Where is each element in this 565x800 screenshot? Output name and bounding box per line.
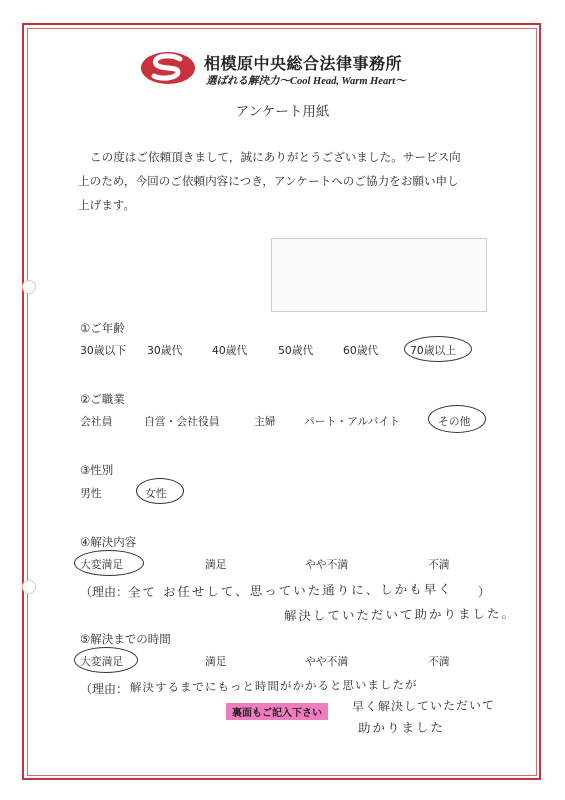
question-age-label: ①ご年齢	[80, 321, 125, 335]
firm-logo-icon	[140, 50, 196, 90]
question-duration-label: ⑤解決までの時間	[80, 632, 171, 646]
duration-option[interactable]: やや不満	[305, 655, 349, 668]
handwritten-reason: 早く解決していただいて	[351, 698, 496, 714]
punch-hole	[22, 580, 36, 594]
age-option[interactable]: 40歳代	[212, 344, 248, 357]
resolution-option[interactable]: 不満	[428, 558, 450, 571]
selection-circle	[74, 550, 144, 576]
punch-hole	[22, 280, 36, 294]
intro-paragraph	[78, 145, 508, 217]
age-option[interactable]: 50歳代	[278, 344, 314, 357]
occupation-option[interactable]: 会社員	[80, 415, 113, 428]
occupation-option-selected[interactable]: その他	[438, 415, 471, 428]
firm-tagline: 選ばれる解決力〜Cool Head, Warm Heart〜	[206, 76, 406, 87]
gender-option[interactable]: 男性	[80, 487, 102, 500]
intro-line: 上のため，今回のご依頼内容につき，アンケートへのご協力をお願い申し	[78, 174, 459, 188]
question-resolution-label: ④解決内容	[80, 535, 137, 549]
selection-circle	[404, 336, 472, 362]
handwritten-reason: 解決していただいて助かりました。	[283, 605, 517, 624]
question-gender-label: ③性別	[80, 463, 114, 477]
age-option-selected[interactable]: 70歳以上	[410, 344, 457, 357]
intro-line: この度はご依頼頂きまして，誠にありがとうございました。サービス向	[90, 150, 461, 164]
duration-option-selected[interactable]: 大変満足	[80, 655, 124, 668]
reverse-side-stamp: 裏面もご記入下さい	[226, 703, 328, 720]
intro-line: 上げます。	[78, 198, 136, 212]
reason-prefix: （理由：	[80, 682, 129, 696]
handwritten-reason: 解決するまでにもっと時間がかかると思いましたが	[129, 677, 418, 695]
selection-circle	[74, 647, 138, 673]
resolution-option[interactable]: 満足	[205, 558, 227, 571]
question-occupation-label: ②ご職業	[80, 392, 125, 406]
occupation-option[interactable]: 自営・会社役員	[144, 415, 220, 428]
occupation-option[interactable]: 主婦	[254, 415, 276, 428]
reason-prefix: （理由：	[80, 585, 129, 599]
resolution-option-selected[interactable]: 大変満足	[80, 558, 124, 571]
gender-option-selected[interactable]: 女性	[145, 487, 167, 500]
handwritten-reason: 全て お任せして、思っていた通りに、しかも早く	[127, 581, 453, 600]
handwritten-reason: 助かりました	[357, 719, 446, 736]
age-option[interactable]: 60歳代	[343, 344, 379, 357]
selection-circle	[136, 478, 184, 504]
selection-circle	[428, 405, 486, 433]
occupation-option[interactable]: パート・アルバイト	[304, 415, 400, 428]
page-title: アンケート用紙	[235, 104, 330, 120]
redacted-stamp-area	[271, 238, 487, 312]
age-option[interactable]: 30歳代	[147, 344, 183, 357]
age-option[interactable]: 30歳以下	[80, 344, 127, 357]
resolution-option[interactable]: やや不満	[305, 558, 349, 571]
firm-name: 相模原中央総合法律事務所	[204, 54, 403, 73]
duration-option[interactable]: 不満	[428, 655, 450, 668]
duration-option[interactable]: 満足	[205, 655, 227, 668]
reason-close: ）	[478, 585, 491, 599]
